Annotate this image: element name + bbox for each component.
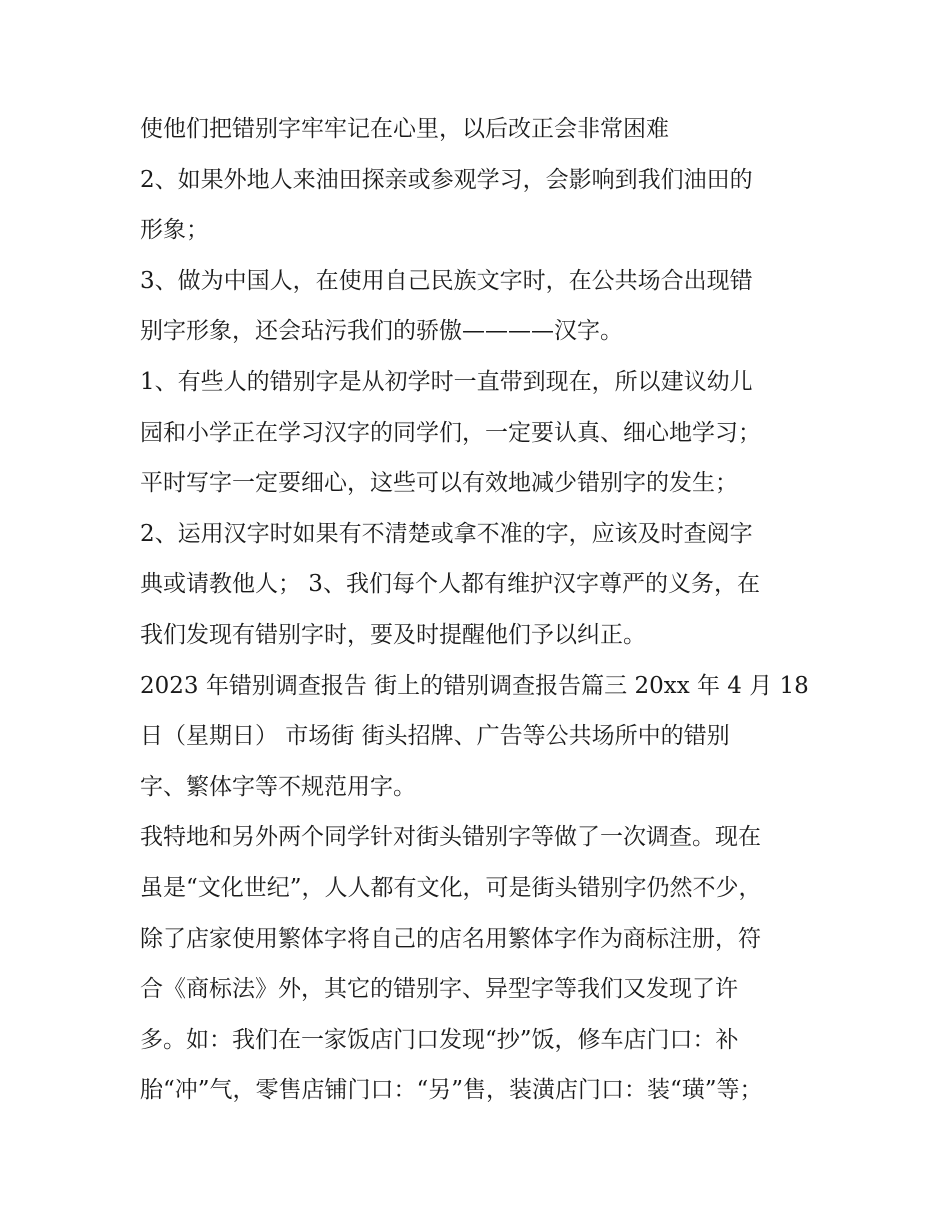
text-line: 3、做为中国人，在使用自己民族文字时，在公共场合出现错 [140,267,753,294]
text-line: 日（星期日） 市场街 街头招牌、广告等公共场所中的错别 [140,723,730,750]
document-body [140,104,820,1116]
text-line: 我特地和另外两个同学针对街头错别字等做了一次调查。现在 [140,824,761,851]
text-line: 胎“冲”气，零售店铺门口：“另”售，装潢店门口：装“璜”等； [140,1077,763,1104]
text-line: 2、如果外地人来油田探亲或参观学习，会影响到我们油田的 [140,166,753,193]
text-line: 2023 年错别调查报告 街上的错别调查报告篇三 20xx 年 4 月 18 [140,672,809,699]
text-line: 我们发现有错别字时，要及时提醒他们予以纠正。 [140,621,646,648]
text-line: 平时写字一定要细心，这些可以有效地减少错别字的发生； [140,470,738,497]
text-line: 虽是“文化世纪”，人人都有文化，可是街头错别字仍然不少， [140,874,762,901]
text-line: 形象； [140,217,209,244]
text-line: 园和小学正在学习汉字的同学们，一定要认真、细心地学习； [140,419,761,446]
text-line: 多。如：我们在一家饭店门口发现“抄”饭，修车店门口：补 [140,1026,739,1053]
text-line: 2、运用汉字时如果有不清楚或拿不准的字，应该及时查阅字 [140,520,753,547]
text-line: 使他们把错别字牢牢记在心里，以后改正会非常困难 [140,116,669,142]
text-line: 字、繁体字等不规范用字。 [140,773,416,800]
text-line: 别字形象，还会玷污我们的骄傲————汉字。 [140,318,623,345]
text-line: 典或请教他人； 3、我们每个人都有维护汉字尊严的义务，在 [140,571,760,598]
text-line: 合《商标法》外，其它的错别字、异型字等我们又发现了许 [140,976,738,1003]
text-line: 1、有些人的错别字是从初学时一直带到现在，所以建议幼儿 [140,368,753,395]
text-line: 除了店家使用繁体字将自己的店名用繁体字作为商标注册，符 [140,925,761,952]
